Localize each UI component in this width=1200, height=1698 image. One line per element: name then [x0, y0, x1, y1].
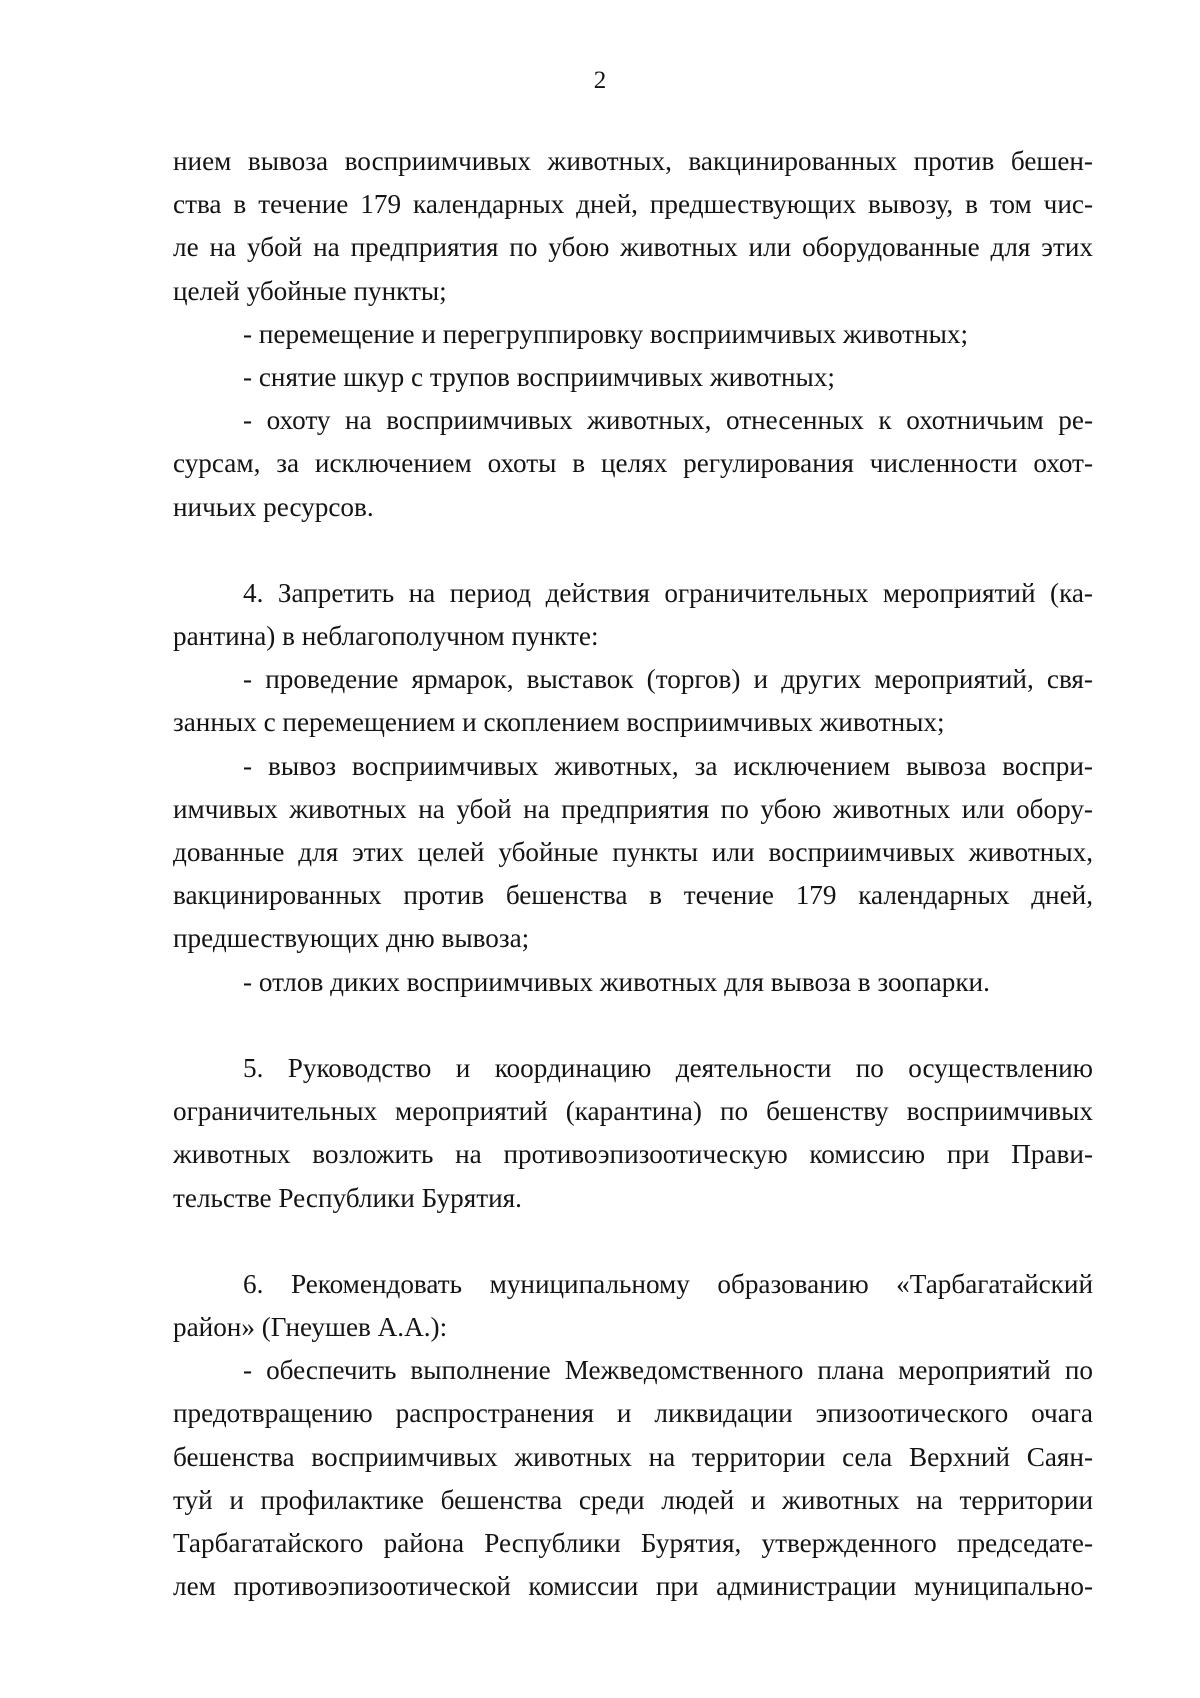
text-line: Тарбагатайского района Республики Бурятия, утвержденного председате- [173, 1528, 1093, 1558]
text-line: животных возложить на противоэпизоотическую комиссию при Прави- [173, 1139, 1093, 1170]
section-1 [173, 140, 1093, 529]
text-line: тельстве Республики Бурятия. [173, 1182, 522, 1213]
paragraph-gap [173, 1004, 1093, 1047]
text-line: ограничительных мероприятий (карантина) по бешенству восприимчивых [173, 1096, 1093, 1127]
text-line: район» (Гнеушев А.А.): [173, 1312, 448, 1343]
text-line: бешенства восприимчивых животных на территории села Верхний Саян- [173, 1441, 1093, 1472]
text-line: вакцинированных против бешенства в течение 179 календарных дней, [173, 880, 1093, 911]
text-line: ства в течение 179 календарных дней, предшествующих вывозу, в том чис- [173, 189, 1093, 220]
text-line: целей убойные пункты; [173, 275, 447, 306]
text-line: - перемещение и перегруппировку восприимчивых животных; [243, 318, 969, 349]
text-line: занных с перемещением и скоплением восприимчивых животных; [173, 707, 945, 738]
text-line: предшествующих дню вывоза; [173, 923, 530, 954]
text-line: нием вывоза восприимчивых животных, вакцинированных против бешен- [173, 146, 1093, 176]
text-line: - отлов диких восприимчивых животных для вывоза в зоопарки. [243, 966, 990, 997]
text-line: предотвращению распространения и ликвидации эпизоотического очага [173, 1398, 1093, 1429]
section-2 [173, 572, 1093, 1004]
paragraph-gap [173, 1220, 1093, 1263]
text-line: дованные для этих целей убойные пункты или восприимчивых животных, [173, 837, 1093, 867]
text-line: ничьих ресурсов. [173, 491, 374, 522]
text-line: лем противоэпизоотической комиссии при администрации муниципально- [173, 1571, 1093, 1602]
text-line: туй и профилактике бешенства среди людей и животных на территории [173, 1484, 1093, 1515]
text-line: 5. Руководство и координацию деятельности по осуществлению [243, 1052, 1093, 1083]
text-line: сурсам, за исключением охоты в целях регулирования численности охот- [173, 448, 1093, 479]
text-line: 6. Рекомендовать муниципальному образованию «Тарбагатайский [243, 1268, 1093, 1299]
text-line: - вывоз восприимчивых животных, за исключением вывоза воспри- [243, 750, 1093, 781]
text-line: 4. Запретить на период действия ограничительных мероприятий (ка- [243, 577, 1093, 608]
text-line: - охоту на восприимчивых животных, отнесенных к охотничьим ре- [243, 405, 1093, 436]
paragraph-gap [173, 529, 1093, 572]
text-line: - снятие шкур с трупов восприимчивых животных; [243, 361, 835, 392]
page-number: 2 [593, 67, 607, 94]
text-line: - проведение ярмарок, выставок (торгов) и других мероприятий, свя- [243, 664, 1093, 695]
text-line: ле на убой на предприятия по убою животных или оборудованные для этих [173, 232, 1093, 263]
text-line: - обеспечить выполнение Межведомственного плана мероприятий по [243, 1355, 1093, 1386]
section-4 [173, 1263, 1093, 1609]
document-body [173, 140, 1093, 1608]
text-line: имчивых животных на убой на предприятия по убою животных или обору- [173, 793, 1093, 824]
text-line: рантина) в неблагополучном пункте: [173, 621, 599, 652]
section-3 [173, 1047, 1093, 1220]
